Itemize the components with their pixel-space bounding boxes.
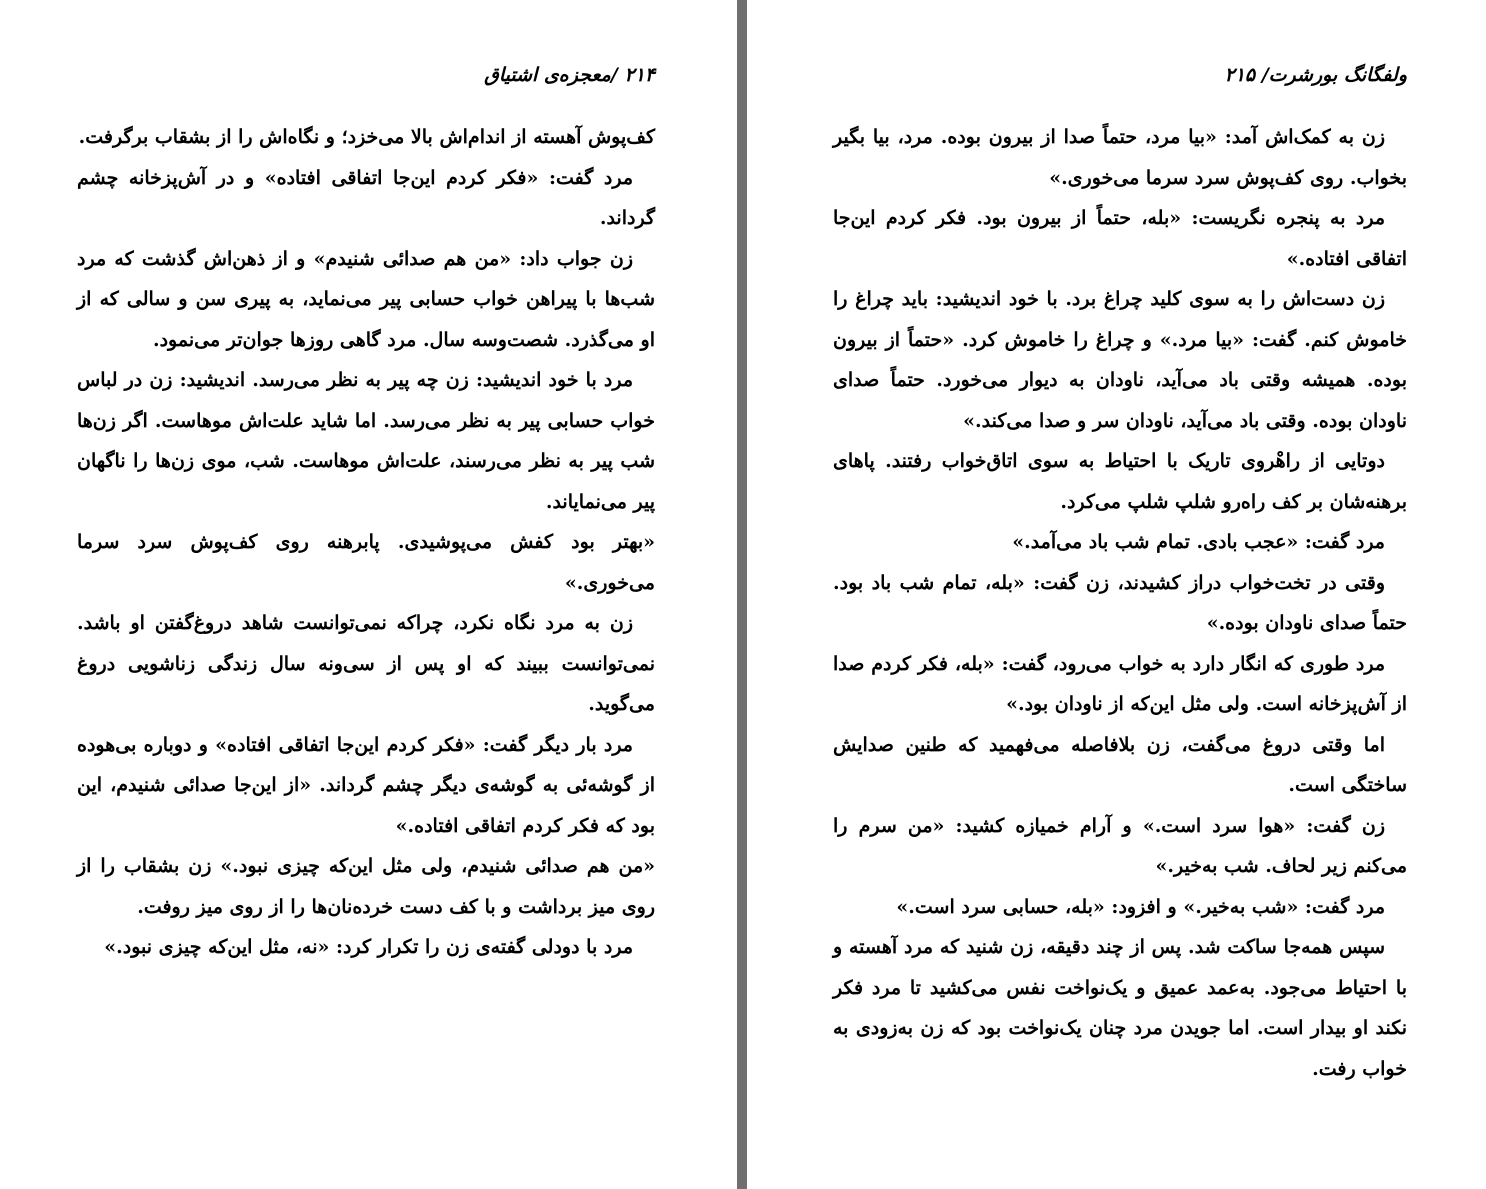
- left-page-header: ۲۱۴ /معجزه‌ی اشتیاق: [484, 64, 655, 86]
- right-page-header: ولفگانگ بورشرت/ ۲۱۵: [1224, 64, 1407, 86]
- paragraph: مرد گفت: «عجب بادی. تمام شب باد می‌آمد.»: [1012, 531, 1385, 553]
- paragraph: «من هم صدائی شنیدم، ولی مثل این‌که چیزی نبود.» زن بشقاب را از روی میز برداشت و با کف دست خرده‌نان‌ها را از روی میز روفت.: [77, 855, 655, 918]
- paragraph: «بهتر بود کفش می‌پوشیدی. پابرهنه روی کف‌پوش سرد سرما می‌خوری.»: [77, 531, 655, 594]
- paragraph: مرد با دودلی گفته‌ی زن را تکرار کرد: «نه، مثل این‌که چیزی نبود.»: [104, 936, 633, 958]
- paragraph: مرد گفت: «شب به‌خیر.» و افزود: «بله، حسابی سرد است.»: [896, 895, 1385, 918]
- paragraph: کف‌پوش آهسته از اندام‌اش بالا می‌خزد؛ و نگاه‌اش را از بشقاب برگرفت.: [78, 126, 655, 148]
- paragraph: مرد بار دیگر گفت: «فکر کردم این‌جا اتفاقی افتاده» و دوباره بی‌هوده از گوشه‌ئی به گوشه‌ی دیگر چشم گرداند. «از این‌جا صدائی شنیدم، این بود که فکر کردم اتفاقی افتاده.»: [77, 733, 655, 837]
- paragraph: زن به مرد نگاه نکرد، چراکه نمی‌توانست شاهد دروغ‌گفتن او باشد. نمی‌توانست ببیند که او پس از سی‌ونه سال زندگی زناشویی دروغ می‌گوید.: [77, 612, 655, 715]
- paragraph: مرد با خود اندیشید: زن چه پیر به نظر می‌رسد. اندیشید: زن در لباس خواب حسابی پیر به نظر می‌رسد. اما شاید علت‌اش موهاست. اگر زن‌ها شب پیر به نظر می‌رسند، علت‌اش موهاست. شب، موی زن‌ها را ناگهان پیر می‌نمایاند.: [77, 369, 655, 513]
- right-page-body: [833, 117, 1407, 1089]
- paragraph: مرد طوری که انگار دارد به خواب می‌رود، گفت: «بله، فکر کردم صدا از آش‌پزخانه است. ولی مثل این‌که از ناودان بود.»: [833, 652, 1407, 715]
- paragraph: سپس همه‌جا ساکت شد. پس از چند دقیقه، زن شنید که مرد آهسته و با احتیاط می‌جود. به‌عمد عمیق و یک‌نواخت نفس می‌کشید تا مرد فکر نکند او بیدار است. اما جویدن مرد چنان یک‌نواخت بود که زن به‌زودی به خواب رفت.: [833, 936, 1407, 1080]
- book-gutter: [737, 0, 747, 1189]
- paragraph: زن گفت: «هوا سرد است.» و آرام خمیازه کشید: «من سرم را می‌کنم زیر لحاف. شب به‌خیر.»: [833, 814, 1407, 877]
- paragraph: اما وقتی دروغ می‌گفت، زن بلافاصله می‌فهمید که طنین صدایش ساختگی است.: [833, 733, 1407, 796]
- paragraph: زن دست‌اش را به سوی کلید چراغ برد. با خود اندیشید: باید چراغ را خاموش کنم. گفت: «بیا مرد.» و چراغ را خاموش کرد. «حتماً از بیرون بوده. همیشه وقتی باد می‌آید، ناودان به دیوار می‌خورد. حتماً صدای ناودان بوده. وقتی باد می‌آید، ناودان سر و صدا می‌کند.»: [833, 288, 1407, 432]
- paragraph: وقتی در تخت‌خواب دراز کشیدند، زن گفت: «بله، تمام شب باد بود. حتماً صدای ناودان بوده.»: [833, 571, 1407, 634]
- paragraph: دوتایی از راهْروی تاریک با احتیاط به سوی اتاق‌خواب رفتند. پاهای برهنه‌شان بر کف راه‌رو شلپ شلپ می‌کرد.: [833, 450, 1407, 513]
- paragraph: زن به کمک‌اش آمد: «بیا مرد، حتماً صدا از بیرون بوده. مرد، بیا بگیر بخواب. روی کف‌پوش سرد سرما می‌خوری.»: [833, 126, 1407, 189]
- left-page-body: [77, 117, 655, 968]
- paragraph: زن جواب داد: «من هم صدائی شنیدم» و از ذهن‌اش گذشت که مرد شب‌ها با پیراهن خواب حسابی پیر می‌نماید، به پیری سن و سالی که از او می‌گذرد. شصت‌وسه سال. مرد گاهی روزها جوان‌تر می‌نمود.: [77, 247, 655, 351]
- paragraph: مرد به پنجره نگریست: «بله، حتماً از بیرون بود. فکر کردم این‌جا اتفاقی افتاده.»: [833, 207, 1407, 270]
- left-page: [77, 0, 655, 1189]
- right-page: [833, 0, 1407, 1189]
- paragraph: مرد گفت: «فکر کردم این‌جا اتفاقی افتاده» و در آش‌پزخانه چشم گرداند.: [77, 166, 655, 229]
